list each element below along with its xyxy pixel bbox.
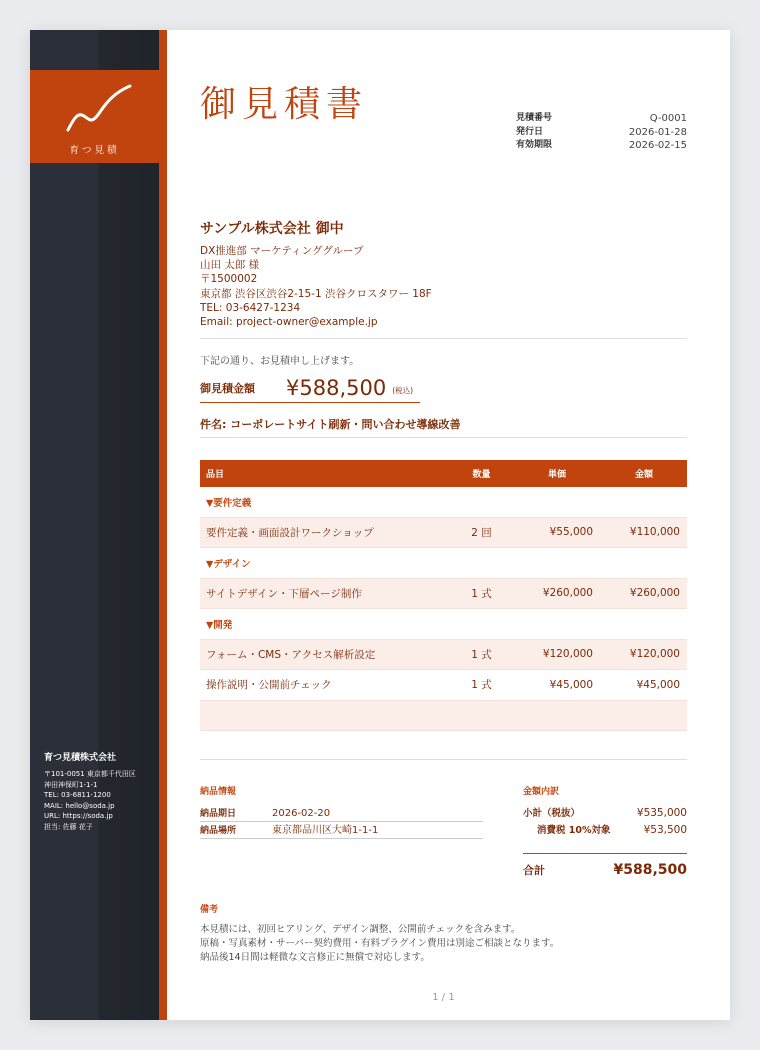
- quote-sheet: [30, 30, 730, 1020]
- recipient-line: 山田 太郎 様: [200, 259, 260, 272]
- issuer-line: 担当: 佐藤 花子: [44, 822, 93, 831]
- delivery-label: 納品場所: [200, 826, 237, 836]
- divider: [200, 759, 687, 760]
- notes-title: 備考: [200, 905, 219, 915]
- delivery-label: 納品期日: [200, 809, 237, 819]
- table-row: [200, 670, 687, 701]
- item-name: 操作説明・公開前チェック: [206, 679, 332, 692]
- item-name: 要件定義・画面設計ワークショップ: [206, 526, 374, 539]
- tax-label: 消費税 10%対象: [537, 825, 611, 836]
- item-name: サイトデザイン・下層ページ制作: [206, 587, 362, 600]
- item-amount: ¥260,000: [629, 587, 680, 600]
- recipient-line: TEL: 03-6427-1234: [200, 301, 301, 314]
- item-amount: ¥120,000: [629, 648, 680, 661]
- meta-label: 発行日: [516, 126, 544, 137]
- amount-tax-note: (税込): [392, 386, 414, 395]
- meta-value: 2026-02-15: [628, 140, 687, 152]
- issuer-line: 〒101-0051 東京都千代田区: [44, 770, 136, 778]
- table-row: [200, 518, 687, 549]
- issuer-line: TEL: 03-6811-1200: [44, 791, 111, 800]
- section-row: [200, 487, 687, 518]
- note-line: 原稿・写真素材・サーバー契約費用・有料プラグイン費用は別途ご相談となります。: [200, 938, 560, 949]
- delivery-value: 東京都品川区大崎1-1-1: [272, 825, 379, 836]
- item-qty: 1 式: [471, 587, 492, 600]
- header-unit: 単価: [547, 470, 566, 480]
- sidebar: [30, 30, 167, 1020]
- meta-value: 2026-01-28: [628, 126, 687, 138]
- item-qty: 1 式: [471, 679, 492, 692]
- delivery-row: [200, 805, 483, 822]
- delivery-row: [200, 822, 483, 839]
- section-row: [200, 548, 687, 579]
- recipient: [200, 218, 687, 329]
- note-line: 本見積には、初回ヒアリング、デザイン調整、公開前チェックを含みます。: [200, 924, 521, 935]
- meta-label: 見積番号: [516, 113, 553, 123]
- logo-text: 育つ見積: [69, 145, 120, 156]
- item-name: フォーム・CMS・アクセス解析設定: [206, 648, 376, 661]
- subtotal-value: ¥535,000: [636, 807, 687, 819]
- meta-value: Q-0001: [649, 113, 687, 124]
- breakdown-title: 金額内訳: [523, 787, 560, 797]
- amount-value: ¥588,500: [286, 375, 387, 400]
- item-qty: 1 式: [471, 648, 492, 661]
- item-unit: ¥55,000: [549, 526, 593, 539]
- delivery-title: 納品情報: [200, 787, 237, 797]
- section-name: ▼要件定義: [206, 497, 252, 509]
- recipient-line: 東京都 渋谷区渋谷2-15-1 渋谷クロスタワー 18F: [200, 287, 432, 300]
- section-name: ▼デザイン: [206, 558, 251, 570]
- item-amount: ¥45,000: [636, 678, 680, 691]
- delivery-value: 2026-02-20: [272, 808, 331, 819]
- notes: [200, 902, 687, 965]
- section-name: ▼開発: [206, 619, 233, 631]
- issuer-line: MAIL: hello@soda.jp: [44, 801, 115, 810]
- header-amount: 金額: [634, 470, 653, 480]
- issuer-line: URL: https://soda.jp: [44, 812, 113, 821]
- greeting-text: 下記の通り、お見積申し上げます。: [200, 356, 360, 367]
- quote-amount: [200, 373, 420, 403]
- logo: [30, 70, 159, 163]
- amount-breakdown: [523, 784, 687, 878]
- header-qty: 数量: [472, 470, 491, 480]
- section-row: [200, 609, 687, 640]
- document-meta: [516, 112, 687, 153]
- subject: 件名: コーポレートサイト刷新・問い合わせ導線改善: [200, 416, 687, 438]
- subtotal-label: 小計（税抜）: [523, 808, 581, 819]
- items-header: [200, 460, 687, 487]
- delivery-info: [200, 784, 483, 839]
- items-table: [200, 460, 687, 731]
- meta-row: [516, 112, 687, 126]
- issuer-line: 神田神保町1-1-1: [44, 780, 98, 789]
- total-label: 合計: [523, 864, 545, 877]
- issuer-company: [44, 750, 159, 833]
- growth-line-icon: [66, 82, 132, 134]
- meta-label: 有効期限: [516, 140, 553, 151]
- document-title: 御見積書: [200, 84, 369, 125]
- total-row: [523, 853, 687, 878]
- total-value: ¥588,500: [613, 862, 687, 878]
- meta-row: [516, 126, 687, 140]
- item-unit: ¥120,000: [542, 648, 593, 661]
- tax-value: ¥53,500: [643, 824, 687, 836]
- meta-row: [516, 139, 687, 153]
- subtotal-row: [523, 805, 687, 822]
- table-row: [200, 579, 687, 610]
- item-qty: 2 回: [471, 526, 492, 539]
- note-line: 納品後14日間は軽微な文言修正に無償で対応します。: [200, 952, 430, 963]
- recipient-email[interactable]: Email: project-owner@example.jp: [200, 316, 378, 329]
- header-name: 品目: [206, 470, 225, 480]
- item-unit: ¥260,000: [542, 587, 593, 600]
- page-number: 1 / 1: [432, 992, 455, 1003]
- recipient-line: DX推進部 マーケティンググループ: [200, 245, 364, 257]
- empty-row: [200, 701, 687, 732]
- recipient-name: サンプル株式会社 御中: [200, 221, 344, 237]
- recipient-line: 〒1500002: [200, 273, 258, 286]
- amount-label: 御見積金額: [200, 381, 255, 395]
- tax-row: [523, 822, 687, 839]
- issuer-name: 育つ見積株式会社: [44, 753, 117, 763]
- divider: [200, 338, 687, 339]
- table-row: [200, 640, 687, 671]
- item-amount: ¥110,000: [629, 526, 680, 539]
- item-unit: ¥45,000: [549, 678, 593, 691]
- sidebar-accent-stripe: [159, 30, 167, 1020]
